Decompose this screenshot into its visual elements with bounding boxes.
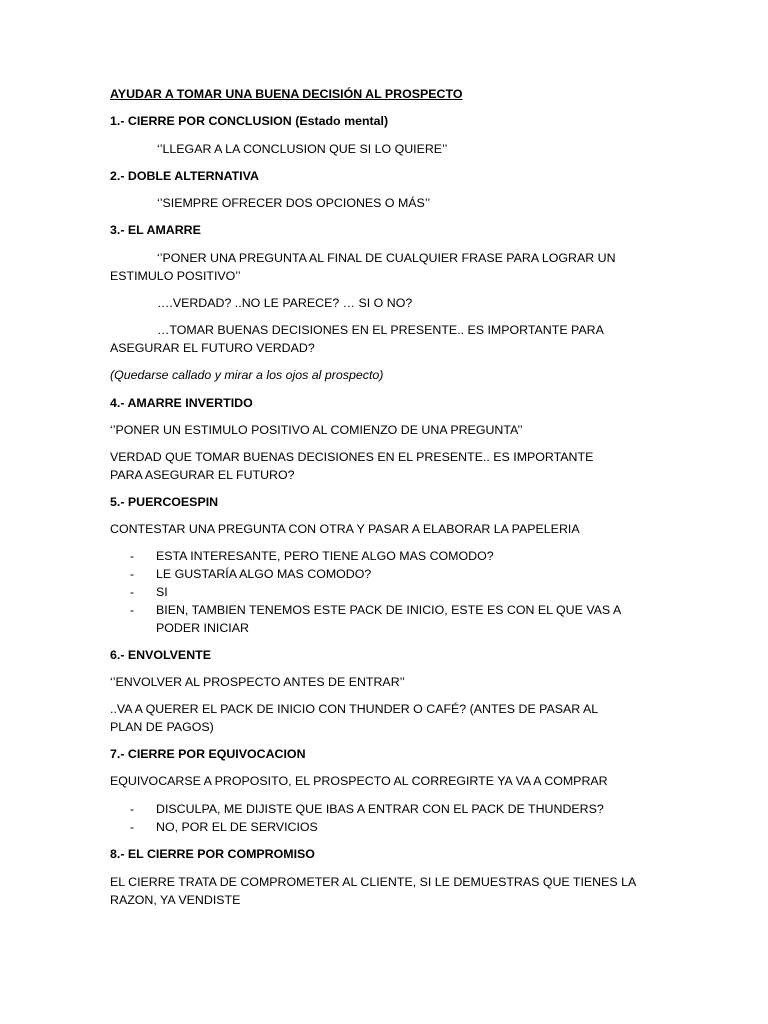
section-3-quote: ‘’PONER UNA PREGUNTA AL FINAL DE CUALQUIER FRASE PARA LOGRAR UN ESTIMULO POSITIVO’’ xyxy=(110,251,616,283)
list-item: - NO, POR EL DE SERVICIOS xyxy=(130,820,318,834)
section-7-description: EQUIVOCARSE A PROPOSITO, EL PROSPECTO AL CORREGIRTE YA VA A COMPRAR xyxy=(110,774,608,788)
bullet-dash: - xyxy=(130,567,135,581)
section-3-example: ….VERDAD? ..NO LE PARECE? … SI O NO? xyxy=(157,296,413,310)
section-6-example: ..VA A QUERER EL PACK DE INICIO CON THUNDER O CAFÉ? (ANTES DE PASAR AL PLAN DE PAGOS) xyxy=(110,702,598,734)
section-1-quote: ‘’LLEGAR A LA CONCLUSION QUE SI LO QUIERE’’ xyxy=(157,142,448,156)
section-4-example: VERDAD QUE TOMAR BUENAS DECISIONES EN EL PRESENTE.. ES IMPORTANTE PARA ASEGURAR EL FUTURO? xyxy=(110,450,594,482)
list-item: - LE GUSTARÍA ALGO MAS COMODO? xyxy=(130,567,372,581)
list-item: - ESTA INTERESANTE, PERO TIENE ALGO MAS COMODO? xyxy=(130,549,494,563)
list-item: - BIEN, TAMBIEN TENEMOS ESTE PACK DE INICIO, ESTE ES CON EL QUE VAS A PODER INICIAR xyxy=(130,603,621,635)
section-6-heading: 6.- ENVOLVENTE xyxy=(110,648,211,662)
section-8-description: EL CIERRE TRATA DE COMPROMETER AL CLIENTE, SI LE DEMUESTRAS QUE TIENES LA RAZON, YA VENDISTE xyxy=(110,875,636,907)
section-3-heading: 3.- EL AMARRE xyxy=(110,223,201,237)
section-2-heading: 2.- DOBLE ALTERNATIVA xyxy=(110,169,259,183)
document-title: AYUDAR A TOMAR UNA BUENA DECISIÓN AL PROSPECTO xyxy=(110,87,463,101)
section-3-example-2: …TOMAR BUENAS DECISIONES EN EL PRESENTE.. ES IMPORTANTE PARA ASEGURAR EL FUTURO VERDAD? xyxy=(110,323,604,355)
section-7-heading: 7.- CIERRE POR EQUIVOCACION xyxy=(110,747,306,761)
section-2-quote: ‘’SIEMPRE OFRECER DOS OPCIONES O MÁS’’ xyxy=(157,196,431,210)
section-1-heading: 1.- CIERRE POR CONCLUSION (Estado mental) xyxy=(110,114,389,128)
bullet-dash: - xyxy=(130,802,135,816)
section-7-bullet-list xyxy=(110,800,670,836)
list-item: - DISCULPA, ME DIJISTE QUE IBAS A ENTRAR CON EL PACK DE THUNDERS? xyxy=(130,802,604,816)
bullet-dash: - xyxy=(130,585,135,599)
section-4-quote: ‘’PONER UN ESTIMULO POSITIVO AL COMIENZO DE UNA PREGUNTA’’ xyxy=(110,423,523,437)
section-4-heading: 4.- AMARRE INVERTIDO xyxy=(110,396,253,410)
section-8-heading: 8.- EL CIERRE POR COMPROMISO xyxy=(110,847,315,861)
bullet-dash: - xyxy=(130,820,135,834)
section-5-bullet-list xyxy=(110,547,670,637)
bullet-dash: - xyxy=(130,603,135,617)
bullet-dash: - xyxy=(130,549,135,563)
section-6-quote: ‘’ENVOLVER AL PROSPECTO ANTES DE ENTRAR’’ xyxy=(110,675,405,689)
section-5-heading: 5.- PUERCOESPIN xyxy=(110,495,219,509)
section-3-note: (Quedarse callado y mirar a los ojos al prospecto) xyxy=(110,368,384,382)
list-item: - SI xyxy=(130,585,168,599)
section-5-description: CONTESTAR UNA PREGUNTA CON OTRA Y PASAR A ELABORAR LA PAPELERIA xyxy=(110,522,580,536)
